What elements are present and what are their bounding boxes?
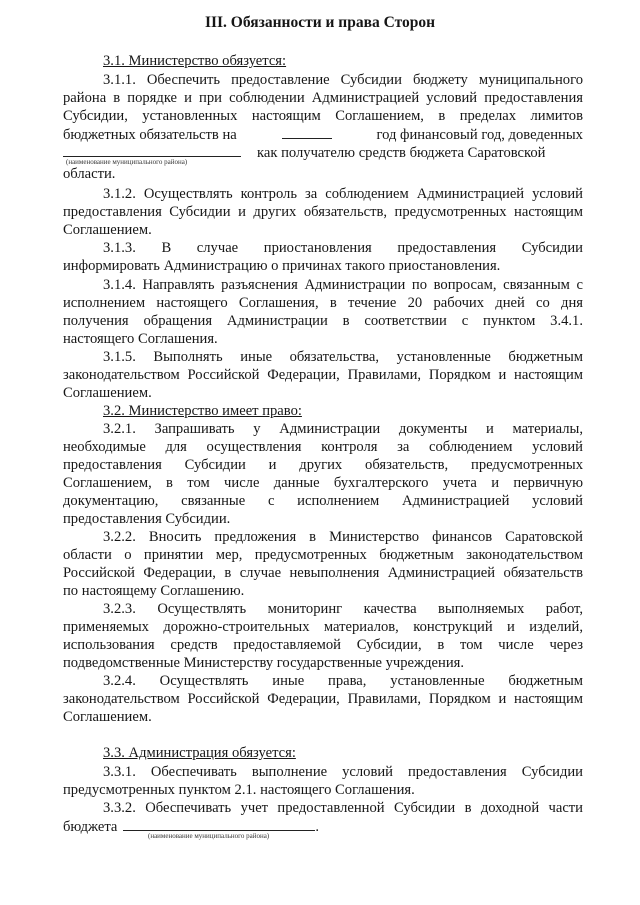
clause-3-2-2-line-4: по настоящему Соглашению. [63,583,245,599]
clause-3-1-5-line-1: 3.1.5. Выполнять иные обязательства, установленные бюджетным [103,349,583,365]
district-name-blank [63,144,241,157]
clause-3-2-1-line-5: документацию, связанные с исполнением Администрацией условий [63,493,583,509]
clause-3-3-2-line-2 [63,818,583,837]
section-title: III. Обязанности и права Сторон [204,14,436,31]
clause-3-1-2-line-1: 3.1.2. Осуществлять контроль за соблюдением Администрацией условий [103,186,583,202]
clause-3-1-5-line-2: законодательством Российской Федерации, Правилами, Порядком и настоящим [63,367,583,383]
budget-name-blank [123,818,315,831]
year-blank [282,126,332,139]
clause-3-1-2-line-2: предоставления Субсидии и других обязательств, предусмотренных настоящим [63,204,583,220]
clause-3-1-1-line-2: района в порядке и при соблюдении Администрацией условий предоставления [63,90,583,106]
clause-3-2-4-line-2: законодательством Российской Федерации, Правилами, Порядком и настоящим [63,691,583,707]
clause-3-1-1-line-1: 3.1.1. Обеспечить предоставление Субсидии бюджету муниципального [103,72,583,88]
clause-3-2-2-line-2: области о принятии мер, предусмотренных бюджетным законодательством [63,547,583,563]
clause-3-1-1-line-3: Субсидии, установленных настоящим Соглашением, в пределах лимитов [63,108,583,124]
clause-3-2-4-line-1: 3.2.4. Осуществлять иные права, установленные бюджетным [103,673,583,689]
subsection-heading-3-3: 3.3. Администрация обязуется: [103,745,296,761]
clause-3-1-4-line-4: настоящего Соглашения. [63,331,218,347]
clause-3-3-1-line-2: предусмотренных пунктом 2.1. настоящего Соглашения. [63,782,415,798]
subsection-heading-3-2: 3.2. Министерство имеет право: [103,403,302,419]
clause-3-1-5-line-3: Соглашением. [63,385,152,401]
clause-3-1-4-line-2: исполнением настоящего Соглашения, в течение 20 рабочих дней со дня [63,295,583,311]
clause-3-1-1-line-4-start: бюджетных обязательств на [63,127,237,143]
clause-3-1-1-line-4 [63,126,583,145]
clause-3-2-3-line-2: применяемых дорожно-строительных материалов, конструкций и изделий, [63,619,583,635]
subsection-heading-3-1: 3.1. Министерство обязуется: [103,53,287,69]
clause-3-2-3-line-1: 3.2.3. Осуществлять мониторинг качества выполняемых работ, [103,601,583,617]
budget-name-caption: (наименование муниципального района) [148,832,270,840]
clause-3-3-2-line-2-text: бюджета [63,819,118,835]
clause-3-2-2-line-3: Российской Федерации, в случае невыполнения Администрацией обязательств [63,565,583,581]
clause-3-1-1-line-4-end: год финансовый год, доведенных [376,127,583,143]
clause-3-1-3-line-2: информировать Администрацию о причинах такого приостановления. [63,258,501,274]
clause-3-2-2-line-1: 3.2.2. Вносить предложения в Министерство финансов Саратовской [103,529,583,545]
clause-3-2-1-line-4: Соглашением, в том числе данные бухгалтерского учета и первичную [63,475,583,491]
clause-3-3-2-line-2-end: . [315,819,320,835]
district-name-caption: (наименование муниципального района) [66,158,188,166]
clause-3-2-1-line-2: необходимые для осуществления контроля за соблюдением условий [63,439,583,455]
clause-3-1-1-line-6: области. [63,166,116,182]
clause-3-2-4-line-3: Соглашением. [63,709,152,725]
clause-3-3-1-line-1: 3.3.1. Обеспечивать выполнение условий предоставления Субсидии [103,764,583,780]
clause-3-2-3-line-4: подведомственные Министерству государственные учреждения. [63,655,465,671]
clause-3-1-1-line-5-text: как получателю средств бюджета Саратовской [257,145,546,161]
clause-3-2-3-line-3: использования средств предоставляемой Субсидии, в том числе через [63,637,583,653]
clause-3-2-1-line-3: предоставления Субсидии и других обязательств, предусмотренных [63,457,583,473]
clause-3-1-2-line-3: Соглашением. [63,222,152,238]
clause-3-1-4-line-1: 3.1.4. Направлять разъяснения Администрации по вопросам, связанным с [103,277,583,293]
clause-3-2-1-line-6: предоставления Субсидии. [63,511,231,527]
clause-3-2-1-line-1: 3.2.1. Запрашивать у Администрации документы и материалы, [103,421,583,437]
clause-3-3-2-line-1: 3.3.2. Обеспечивать учет предоставленной Субсидии в доходной части [103,800,583,816]
clause-3-1-3-line-1: 3.1.3. В случае приостановления предоставления Субсидии [103,240,583,256]
clause-3-1-4-line-3: получения обращения Администрации в соответствии с пунктом 3.4.1. [63,313,583,329]
